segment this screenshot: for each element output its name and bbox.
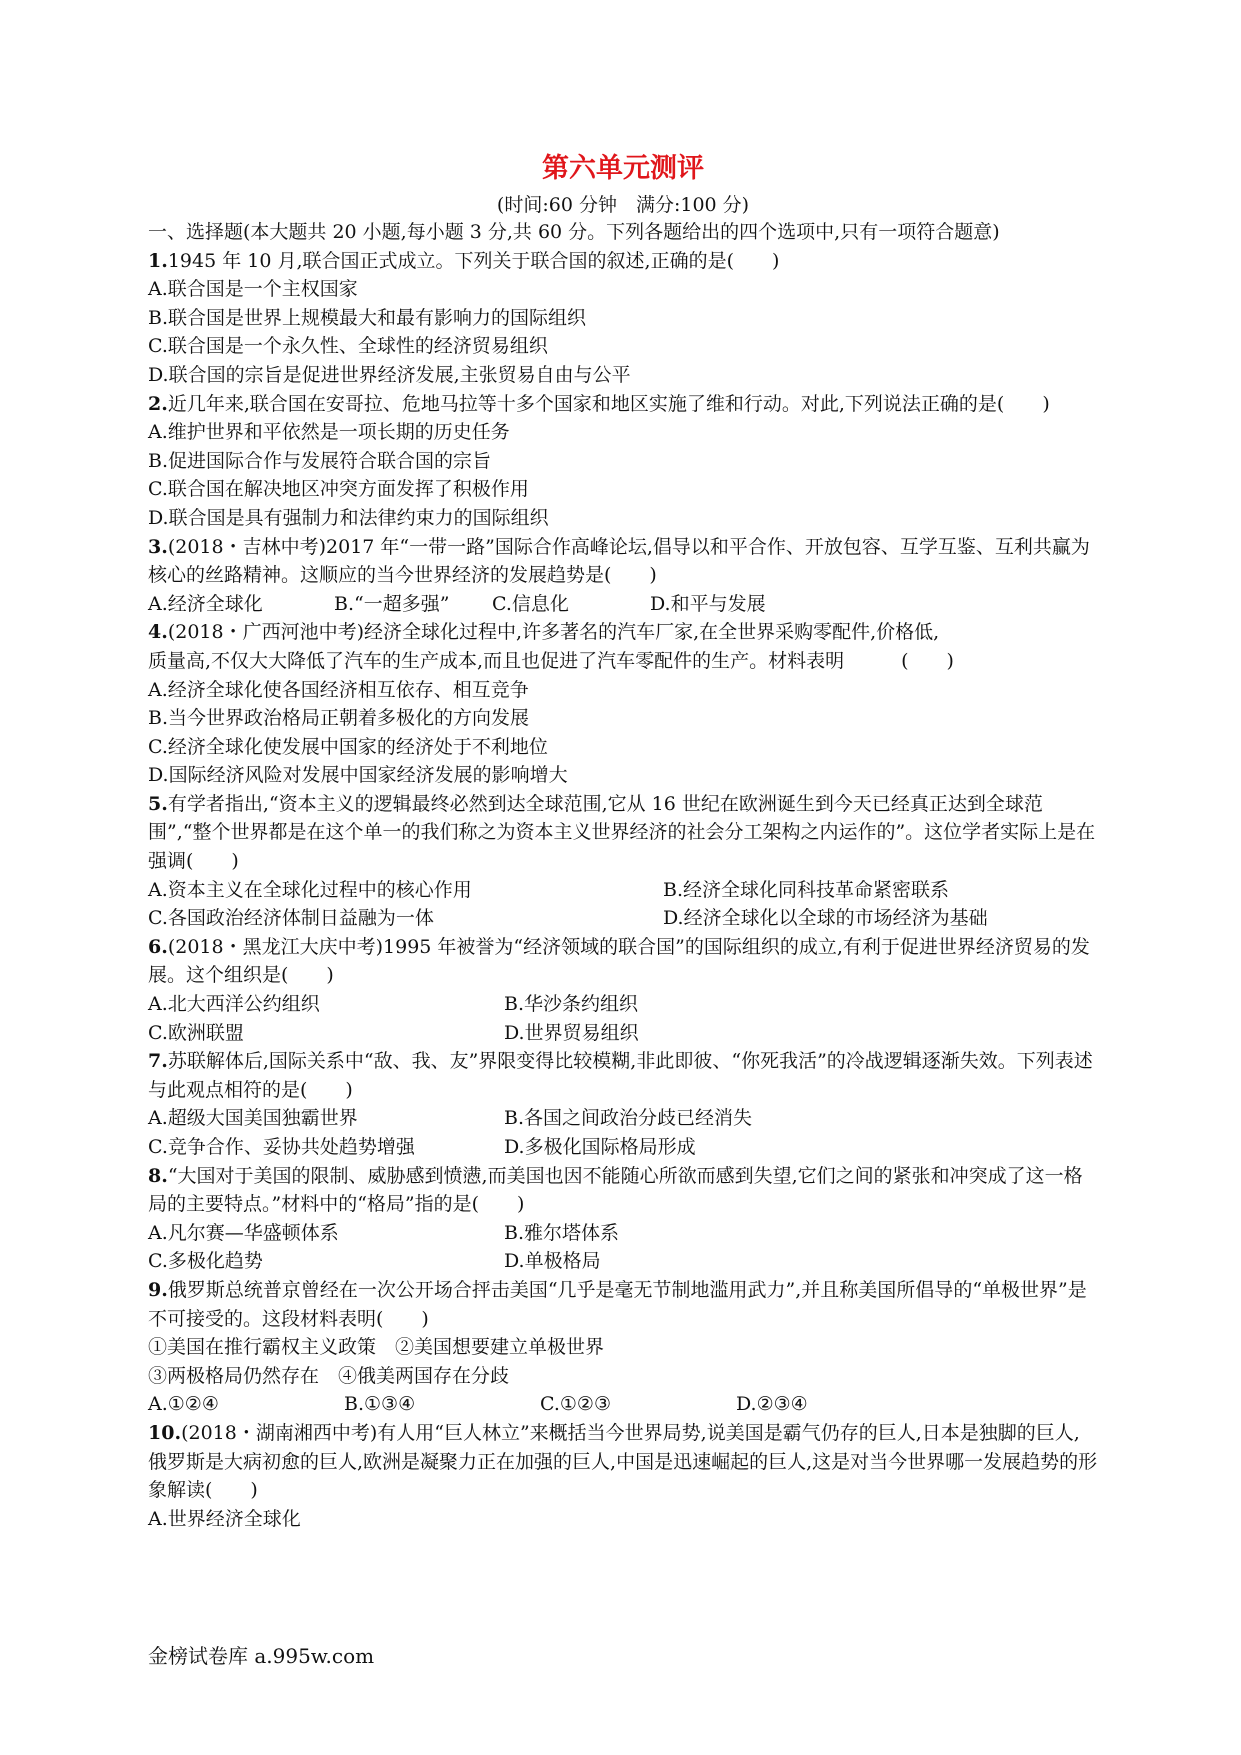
question-6 bbox=[148, 933, 1098, 990]
question-3 bbox=[148, 533, 1098, 590]
question-stem-line-2: 质量高,不仅大大降低了汽车的生产成本,而且也促进了汽车零配件的生产。材料表明 ( ) bbox=[148, 649, 954, 672]
question-stem-line-1: (2018・广西河池中考)经济全球化过程中,许多著名的汽车厂家,在全世界采购零配件,价格低, bbox=[167, 621, 940, 644]
option-c: C.①②③ bbox=[540, 1393, 611, 1416]
question-number: 4. bbox=[148, 621, 168, 644]
question-stem: 俄罗斯总统普京曾经在一次公开场合抨击美国“几乎是毫无节制地滥用武力”,并且称美国所倡导的“单极世界”是不可接受的。这段材料表明( ) bbox=[148, 1278, 1087, 1330]
option-d: D.多极化国际格局形成 bbox=[504, 1136, 696, 1158]
question-number: 9. bbox=[148, 1278, 168, 1301]
options-row bbox=[148, 1390, 1098, 1419]
option-d: D.和平与发展 bbox=[650, 592, 766, 615]
option-c: C.竞争合作、妥协共处趋势增强 bbox=[148, 1136, 415, 1158]
option-a: A.经济全球化使各国经济相互依存、相互竞争 bbox=[148, 678, 529, 701]
option-d: D.②③④ bbox=[736, 1393, 808, 1416]
page-title: 第六单元测评 bbox=[542, 153, 704, 184]
question-stem: 近几年来,联合国在安哥拉、危地马拉等十多个国家和地区实施了维和行动。对此,下列说法正确的是( ) bbox=[167, 392, 1050, 415]
option-d: D.经济全球化以全球的市场经济为基础 bbox=[663, 907, 988, 930]
question-number: 8. bbox=[148, 1164, 168, 1187]
option-b: B.促进国际合作与发展符合联合国的宗旨 bbox=[148, 449, 492, 472]
statement-line: ③两极格局仍然存在 ④俄美两国存在分歧 bbox=[148, 1364, 510, 1387]
question-7 bbox=[148, 1047, 1098, 1104]
option-c: C.经济全球化使发展中国家的经济处于不利地位 bbox=[148, 735, 548, 758]
question-number: 10. bbox=[148, 1421, 182, 1444]
options-row bbox=[148, 1219, 1098, 1248]
options-row bbox=[148, 1133, 1098, 1162]
options-row bbox=[148, 590, 1098, 619]
question-10 bbox=[148, 1419, 1098, 1505]
option-d: D.世界贸易组织 bbox=[504, 1021, 639, 1044]
question-number: 2. bbox=[148, 392, 168, 415]
question-stem: (2018・吉林中考)2017 年“一带一路”国际合作高峰论坛,倡导以和平合作、开放包容、互学互鉴、互利共赢为核心的丝路精神。这顺应的当今世界经济的发展趋势是( ) bbox=[148, 535, 1090, 587]
options-row bbox=[148, 1104, 1098, 1133]
question-1 bbox=[148, 247, 1098, 276]
exam-info: (时间:60 分钟 满分:100 分) bbox=[496, 194, 750, 216]
question-2 bbox=[148, 390, 1098, 419]
question-stem: 有学者指出,“资本主义的逻辑最终必然到达全球范围,它从 16 世纪在欧洲诞生到今天已经真正达到全球范围”,“整个世界都是在这个单一的我们称之为资本主义世界经济的社会分工架构之内运作的”。这位学者实际上是在强调( ) bbox=[148, 792, 1096, 873]
option-a: A.维护世界和平依然是一项长期的历史任务 bbox=[148, 421, 510, 444]
option-a: A.资本主义在全球化过程中的核心作用 bbox=[148, 878, 472, 901]
options-row bbox=[148, 990, 1098, 1019]
option-a: A.超级大国美国独霸世界 bbox=[148, 1107, 358, 1130]
question-number: 5. bbox=[148, 792, 168, 815]
option-d: D.联合国的宗旨是促进世界经济发展,主张贸易自由与公平 bbox=[148, 363, 631, 386]
question-number: 3. bbox=[148, 535, 168, 558]
question-stem: 1945 年 10 月,联合国正式成立。下列关于联合国的叙述,正确的是( ) bbox=[167, 249, 780, 272]
question-4 bbox=[148, 618, 1098, 647]
question-number: 7. bbox=[148, 1050, 168, 1073]
option-a: A.北大西洋公约组织 bbox=[148, 993, 320, 1016]
question-5 bbox=[148, 790, 1098, 876]
option-d: D.单极格局 bbox=[504, 1250, 601, 1273]
option-b: B.各国之间政治分歧已经消失 bbox=[504, 1107, 753, 1130]
option-a: A.世界经济全球化 bbox=[148, 1507, 301, 1530]
question-8 bbox=[148, 1162, 1098, 1219]
option-d: D.联合国是具有强制力和法律约束力的国际组织 bbox=[148, 506, 549, 529]
options-row bbox=[148, 876, 1098, 905]
option-b: B.雅尔塔体系 bbox=[504, 1221, 620, 1244]
statement-line: ①美国在推行霸权主义政策 ②美国想要建立单极世界 bbox=[148, 1336, 605, 1359]
question-stem: “大国对于美国的限制、威胁感到愤懑,而美国也因不能随心所欲而感到失望,它们之间的紧张和冲突成了这一格局的主要特点。”材料中的“格局”指的是( ) bbox=[148, 1164, 1083, 1216]
option-c: C.欧洲联盟 bbox=[148, 1021, 244, 1044]
option-c: C.联合国是一个永久性、全球性的经济贸易组织 bbox=[148, 335, 548, 358]
option-d: D.国际经济风险对发展中国家经济发展的影响增大 bbox=[148, 764, 568, 787]
option-c: C.信息化 bbox=[492, 592, 569, 615]
option-c: C.各国政治经济体制日益融为一体 bbox=[148, 907, 434, 930]
options-row bbox=[148, 1019, 1098, 1048]
option-a: A.①②④ bbox=[148, 1393, 219, 1416]
option-a: A.经济全球化 bbox=[148, 592, 263, 615]
option-c: C.联合国在解决地区冲突方面发挥了积极作用 bbox=[148, 478, 529, 501]
question-stem: (2018・黑龙江大庆中考)1995 年被誉为“经济领域的联合国”的国际组织的成立,有利于促进世界经济贸易的发展。这个组织是( ) bbox=[148, 935, 1090, 987]
option-a: A.凡尔赛—华盛顿体系 bbox=[148, 1221, 339, 1244]
section-heading: 一、选择题(本大题共 20 小题,每小题 3 分,共 60 分。下列各题给出的四个选项中,只有一项符合题意) bbox=[148, 221, 1000, 243]
footer-watermark: 金榜试卷库 a.995w.com bbox=[148, 1644, 375, 1668]
question-stem: (2018・湖南湘西中考)有人用“巨人林立”来概括当今世界局势,说美国是霸气仍存的巨人,日本是独脚的巨人,俄罗斯是大病初愈的巨人,欧洲是凝聚力正在加强的巨人,中国是迅速崛起的巨人,这是对当今世界哪一发展趋势的形象解读( ) bbox=[148, 1421, 1098, 1502]
option-b: B.“一超多强” bbox=[334, 592, 450, 615]
question-9 bbox=[148, 1276, 1098, 1333]
option-c: C.多极化趋势 bbox=[148, 1250, 263, 1273]
question-number: 1. bbox=[148, 249, 168, 272]
option-a: A.联合国是一个主权国家 bbox=[148, 278, 358, 301]
option-b: B.经济全球化同科技革命紧密联系 bbox=[663, 878, 950, 901]
option-b: B.华沙条约组织 bbox=[504, 993, 639, 1016]
options-row bbox=[148, 904, 1098, 933]
option-b: B.当今世界政治格局正朝着多极化的方向发展 bbox=[148, 707, 530, 730]
option-b: B.①③④ bbox=[344, 1393, 416, 1416]
option-b: B.联合国是世界上规模最大和最有影响力的国际组织 bbox=[148, 306, 587, 329]
question-stem: 苏联解体后,国际关系中“敌、我、友”界限变得比较模糊,非此即彼、“你死我活”的冷战逻辑逐渐失效。下列表述与此观点相符的是( ) bbox=[148, 1050, 1093, 1101]
options-row bbox=[148, 1247, 1098, 1276]
document-page bbox=[148, 152, 1098, 1533]
question-number: 6. bbox=[148, 935, 168, 958]
